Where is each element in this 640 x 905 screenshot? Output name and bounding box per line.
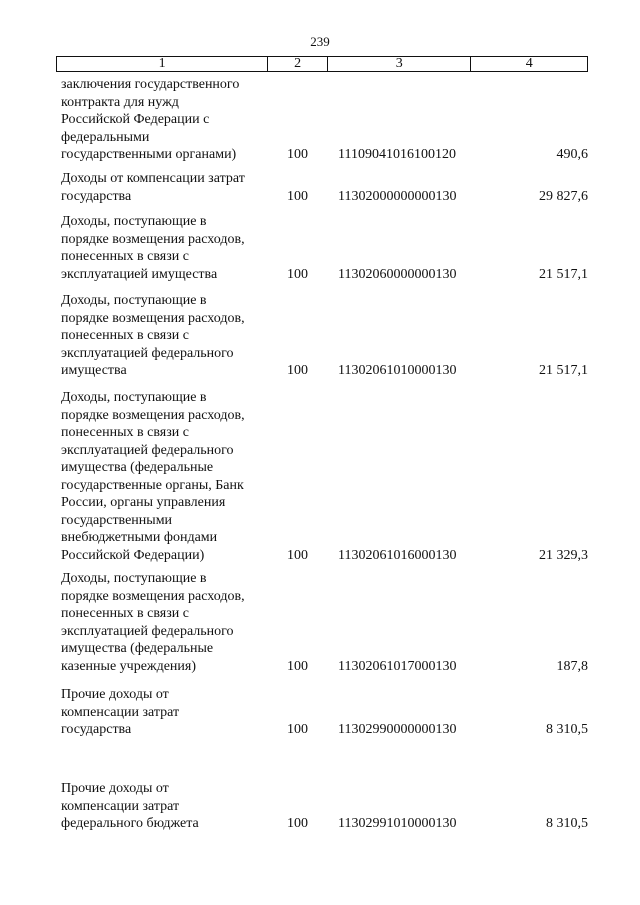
header-col-1: 1: [57, 57, 268, 71]
row-amount: 21 329,3: [539, 547, 588, 563]
row-name-line: Прочие доходы от: [61, 781, 169, 796]
row-col2: 100: [287, 816, 308, 831]
row-col2: 100: [287, 658, 308, 674]
row-code: 11302061010000130: [338, 363, 457, 378]
row-name-line: понесенных в связи с: [61, 606, 189, 621]
row-name-line: эксплуатацией федерального: [61, 345, 234, 361]
row-name: [61, 686, 262, 739]
row-name: [61, 213, 262, 283]
row-name-line: казенные учреждения): [61, 658, 197, 674]
row-col2: 100: [287, 266, 308, 282]
row-name-line: порядке возмещения расходов,: [61, 407, 245, 423]
row-amount: 187,8: [556, 658, 588, 674]
row-code: 11302991010000130: [338, 816, 457, 831]
row-col2: 100: [287, 188, 308, 204]
row-name-line: федеральными: [61, 129, 150, 145]
row-name-line: контракта для нужд: [61, 94, 179, 110]
row-code: 11302060000000130: [338, 266, 457, 282]
row-name-line: Доходы от компенсации затрат: [61, 171, 245, 186]
row-amount: 8 310,5: [546, 722, 588, 737]
row-name-line: порядке возмещения расходов,: [61, 231, 245, 247]
row-name: [61, 76, 262, 164]
row-name-line: порядке возмещения расходов,: [61, 588, 245, 604]
row-name-line: эксплуатацией федерального: [61, 623, 234, 639]
header-col-2: 2: [268, 57, 328, 71]
row-name-line: имущества (федеральные: [61, 641, 214, 656]
row-name-line: государственными органами): [61, 147, 237, 162]
row-name-line: Доходы, поступающие в: [61, 390, 207, 405]
row-name-line: понесенных в связи с: [61, 425, 189, 440]
row-name-line: федерального бюджета: [61, 816, 199, 831]
row-name-line: Доходы, поступающие в: [61, 571, 207, 586]
row-name-line: государственными: [61, 512, 173, 528]
row-col2: 100: [287, 547, 308, 563]
row-name-line: имущества: [61, 363, 127, 378]
row-name: [61, 389, 262, 564]
row-name: [61, 570, 262, 675]
row-name-line: государства: [61, 722, 132, 737]
row-name: [61, 170, 262, 205]
row-name-line: эксплуатацией имущества: [61, 266, 218, 282]
row-name-line: государства: [61, 188, 132, 204]
row-amount: 490,6: [556, 147, 588, 162]
row-name-line: Прочие доходы от: [61, 687, 169, 702]
row-name-line: компенсации затрат: [61, 704, 180, 720]
row-code: 11109041016100120: [338, 147, 456, 162]
row-name-line: России, органы управления: [61, 495, 226, 510]
table-header: [56, 56, 588, 72]
row-name: [61, 780, 262, 833]
row-name-line: понесенных в связи с: [61, 328, 189, 343]
header-col-3: 3: [328, 57, 471, 71]
row-name-line: Российской Федерации): [61, 547, 205, 563]
row-code: 11302000000000130: [338, 188, 457, 204]
row-code: 11302990000000130: [338, 722, 457, 737]
row-amount: 8 310,5: [546, 816, 588, 831]
row-amount: 21 517,1: [539, 363, 588, 378]
row-name-line: заключения государственного: [61, 77, 240, 92]
row-name-line: понесенных в связи с: [61, 249, 189, 264]
row-name-line: имущества (федеральные: [61, 460, 214, 475]
row-col2: 100: [287, 363, 308, 378]
row-code: 11302061016000130: [338, 547, 457, 563]
header-col-4: 4: [525, 56, 533, 71]
row-name-line: Доходы, поступающие в: [61, 293, 207, 308]
row-name-line: компенсации затрат: [61, 798, 180, 814]
row-name-line: Доходы, поступающие в: [61, 214, 207, 229]
row-name: [61, 292, 262, 380]
row-name-line: эксплуатацией федерального: [61, 442, 234, 458]
row-name-line: государственные органы, Банк: [61, 477, 244, 493]
row-amount: 29 827,6: [539, 188, 588, 204]
row-col2: 100: [287, 147, 308, 162]
row-col2: 100: [287, 722, 308, 737]
row-name-line: Российской Федерации с: [61, 112, 210, 127]
page-number: 239: [310, 34, 330, 49]
row-name-line: порядке возмещения расходов,: [61, 310, 245, 326]
row-name-line: внебюджетными фондами: [61, 530, 218, 545]
row-amount: 21 517,1: [539, 266, 588, 282]
row-code: 11302061017000130: [338, 658, 457, 674]
